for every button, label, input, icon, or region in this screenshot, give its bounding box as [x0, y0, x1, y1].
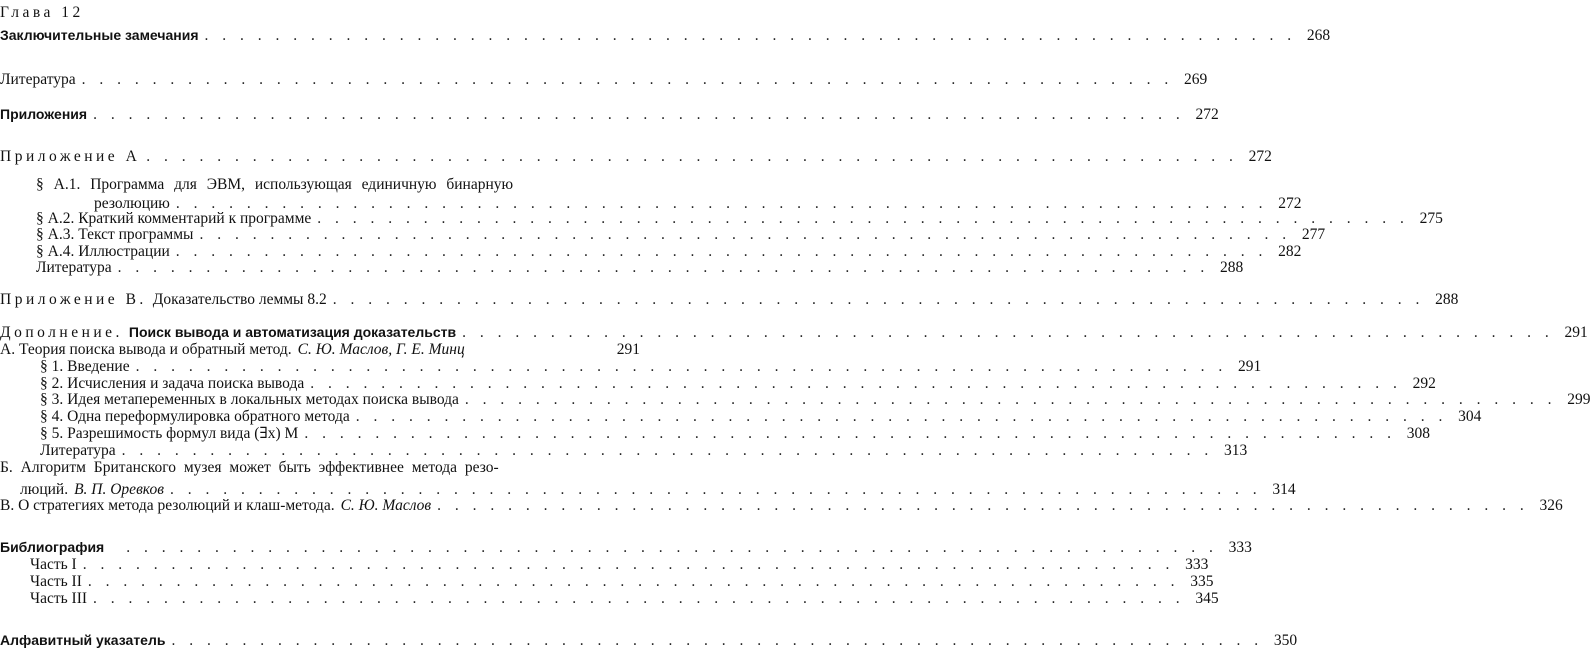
dot-leader: . . . . . . . . . . . . . . . . . . . . . . . . . . . . . . . . . . . . . . . . . . . . . . . . . . . . . . . . . . . . . .	[175, 243, 1268, 260]
dot-leader: . . . . . . . . . . . . . . . . . . . . . . . . . . . . . . . . . . . . . . . . . . . . . . . . . . . . . . . . . . . . . .	[204, 27, 1297, 44]
page-number: 268	[1306, 27, 1331, 44]
chapter-heading: Глава 12	[0, 4, 84, 21]
toc-entry-part-1[interactable]: Часть I . . . . . . . . . . . . . . . . . . . . . . . . . . . . . . . . . . . . . . . . . . . . . . . . . . . . . . . . . . . . . . 333	[30, 556, 1209, 573]
toc-entry-part-3[interactable]: Часть III . . . . . . . . . . . . . . . . . . . . . . . . . . . . . . . . . . . . . . . . . . . . . . . . . . . . . . . . . . . . . . 345	[30, 590, 1219, 607]
dot-leader: . . . . . . . . . . . . . . . . . . . . . . . . . . . . . . . . . . . . . . . . . . . . . . . . . . . . . . . . . . . . . .	[117, 259, 1210, 276]
toc-entry-part-b-line1[interactable]: Б. Алгоритм Британского музея может быть эффективнее метода резо-	[0, 459, 499, 476]
dot-leader: . . . . . . . . . . . . . . . . . . . . . . . . . . . . . . . . . . . . . . . . . . . . . . . . . . . . . . . . . . . . . .	[126, 539, 1218, 556]
page-number: 333	[1228, 539, 1252, 556]
toc-entry-s3[interactable]: § 3. Идея метапеременных в локальных методах поиска вывода . . . . . . . . . . . . . . . . . . . . . . . . . . . . . . . . . . . . . . . . . . . . . . . . . . . . . . . . . . . . . . 299	[40, 391, 1591, 408]
toc-entry-appendix-b[interactable]: Приложение В. Доказательство леммы 8.2 . . . . . . . . . . . . . . . . . . . . . . . . . . . . . . . . . . . . . . . . . . . . . . . . . . . . . . . . . . . . . . 288	[0, 291, 1459, 308]
dot-leader: . . . . . . . . . . . . . . . . . . . . . . . . . . . . . . . . . . . . . . . . . . . . . . . . . . . . . . . . . . . . . .	[121, 442, 1214, 459]
dot-leader: . . . . . . . . . . . . . . . . . . . . . . . . . . . . . . . . . . . . . . . . . . . . . . . . . . . . . . . . . . . . . .	[171, 632, 1264, 649]
toc-entry-a3[interactable]: § А.3. Текст программы . . . . . . . . . . . . . . . . . . . . . . . . . . . . . . . . . . . . . . . . . . . . . . . . . . . . . . . . . . . . . . 277	[36, 226, 1326, 243]
page-number: 313	[1224, 442, 1248, 459]
page-number: 299	[1567, 391, 1591, 408]
page-number: 335	[1190, 573, 1214, 590]
toc-entry-a1-line1[interactable]: § А.1. Программа для ЭВМ, использующая единичную бинарную	[36, 176, 514, 193]
toc-entry-appendices[interactable]: Приложения . . . . . . . . . . . . . . . . . . . . . . . . . . . . . . . . . . . . . . . . . . . . . . . . . . . . . . . . . . . . . . 272	[0, 106, 1219, 123]
page-number: 345	[1195, 590, 1219, 607]
dot-leader: . . . . . . . . . . . . . . . . . . . . . . . . . . . . . . . . . . . . . . . . . . . . . . . . . . . . . . . . . . . . . .	[135, 358, 1228, 375]
page-number: 314	[1272, 481, 1296, 498]
dot-leader: . . . . . . . . . . . . . . . . . . . . . . . . . . . . . . . . . . . . . . . . . . . . . . . . . . . . . . . . . . . . . .	[437, 497, 1529, 514]
dot-leader: . . . . . . . . . . . . . . . . . . . . . . . . . . . . . . . . . . . . . . . . . . . . . . . . . . . . . . . . . . . . . .	[464, 391, 1557, 408]
page-number: 350	[1273, 632, 1298, 649]
dot-leader: . . . . . . . . . . . . . . . . . . . . . . . . . . . . . . . . . . . . . . . . . . . . . . . . . . . . . . . . . . . . . .	[310, 375, 1402, 392]
toc-entry-supplement[interactable]: Дополнение. Поиск вывода и автоматизация доказательств . . . . . . . . . . . . . . . . . . . . . . . . . . . . . . . . . . . . . . . . . . . . . . . . . . . . . . . . . . . . . . 291	[0, 324, 1588, 341]
dot-leader: . . . . . . . . . . . . . . . . . . . . . . . . . . . . . . . . . . . . . . . . . . . . . . . . . . . . . . . . . . . . . .	[332, 291, 1425, 308]
toc-entry-literature-ch12[interactable]: Литература . . . . . . . . . . . . . . . . . . . . . . . . . . . . . . . . . . . . . . . . . . . . . . . . . . . . . . . . . . . . . . 269	[0, 71, 1208, 88]
toc-entry-a4[interactable]: § А.4. Иллюстрации . . . . . . . . . . . . . . . . . . . . . . . . . . . . . . . . . . . . . . . . . . . . . . . . . . . . . . . . . . . . . . 282	[36, 243, 1302, 260]
dot-leader: . . . . . . . . . . . . . . . . . . . . . . . . . . . . . . . . . . . . . . . . . . . . . . . . . . . . . . . . . . . . . .	[81, 71, 1174, 88]
toc-entry-s2[interactable]: § 2. Исчисления и задача поиска вывода . . . . . . . . . . . . . . . . . . . . . . . . . . . . . . . . . . . . . . . . . . . . . . . . . . . . . . . . . . . . . . 292	[40, 375, 1436, 392]
toc-entry-part-b[interactable]: люций. В. П. Оревков . . . . . . . . . . . . . . . . . . . . . . . . . . . . . . . . . . . . . . . . . . . . . . . . . . . . . . . . . . . . . . 314	[20, 481, 1296, 498]
toc-entry-a1[interactable]: резолюцию . . . . . . . . . . . . . . . . . . . . . . . . . . . . . . . . . . . . . . . . . . . . . . . . . . . . . . . . . . . . . . 272	[94, 195, 1302, 212]
dot-leader: . . . . . . . . . . . . . . . . . . . . . . . . . . . . . . . . . . . . . . . . . . . . . . . . . . . . . . . . . . . . . .	[304, 425, 1396, 442]
page-number: 291	[1564, 324, 1588, 341]
dot-leader: . . . . . . . . . . . . . . . . . . . . . . . . . . . . . . . . . . . . . . . . . . . . . . . . . . . . . . . . . . . . . .	[175, 195, 1268, 212]
page-number: 288	[1220, 259, 1244, 276]
toc-entry-part-c[interactable]: В. О стратегиях метода резолюций и клаш-метода. С. Ю. Маслов . . . . . . . . . . . . . . . . . . . . . . . . . . . . . . . . . . . . . . . . . . . . . . . . . . . . . . . . . . . . . . 326	[0, 497, 1563, 514]
toc-entry-s5[interactable]: § 5. Разрешимость формул вида (∃x) M . . . . . . . . . . . . . . . . . . . . . . . . . . . . . . . . . . . . . . . . . . . . . . . . . . . . . . . . . . . . . . 308	[40, 425, 1430, 442]
dot-leader: . . . . . . . . . . . . . . . . . . . . . . . . . . . . . . . . . . . . . . . . . . . . . . . . . . . . . . . . . . . . . .	[82, 556, 1175, 573]
page-number: 304	[1458, 408, 1482, 425]
toc-entry-literature-a[interactable]: Литература . . . . . . . . . . . . . . . . . . . . . . . . . . . . . . . . . . . . . . . . . . . . . . . . . . . . . . . . . . . . . . 288	[36, 259, 1244, 276]
page-number: 275	[1419, 210, 1443, 227]
page-number: 277	[1301, 226, 1326, 243]
page-number: 288	[1435, 291, 1459, 308]
toc-entry-a2[interactable]: § А.2. Краткий комментарий к программе . . . . . . . . . . . . . . . . . . . . . . . . . . . . . . . . . . . . . . . . . . . . . . . . . . . . . . . . . . . . . . 275	[36, 210, 1443, 227]
toc-entry-s4[interactable]: § 4. Одна переформулировка обратного метода . . . . . . . . . . . . . . . . . . . . . . . . . . . . . . . . . . . . . . . . . . . . . . . . . . . . . . . . . . . . . . 304	[40, 408, 1482, 425]
toc-entry-literature-supplement[interactable]: Литература . . . . . . . . . . . . . . . . . . . . . . . . . . . . . . . . . . . . . . . . . . . . . . . . . . . . . . . . . . . . . . 313	[40, 442, 1248, 459]
toc-entry-index[interactable]: Алфавитный указатель . . . . . . . . . . . . . . . . . . . . . . . . . . . . . . . . . . . . . . . . . . . . . . . . . . . . . . . . . . . . . . 350	[0, 632, 1298, 649]
toc-entry-appendix-a[interactable]: Приложение А . . . . . . . . . . . . . . . . . . . . . . . . . . . . . . . . . . . . . . . . . . . . . . . . . . . . . . . . . . . . . . 272	[0, 148, 1272, 165]
dot-leader: . . . . . . . . . . . . . . . . . . . . . . . . . . . . . . . . . . . . . . . . . . . . . . . . . . . . . . . . . . . . . .	[199, 226, 1292, 243]
page-number: 292	[1412, 375, 1436, 392]
dot-leader: . . . . . . . . . . . . . . . . . . . . . . . . . . . . . . . . . . . . . . . . . . . . . . . . . . . . . . . . . . . . . .	[355, 408, 1448, 425]
page-number: 282	[1278, 243, 1302, 260]
page-number: 333	[1185, 556, 1209, 573]
dot-leader: . . . . . . . . . . . . . . . . . . . . . . . . . . . . . . . . . . . . . . . . . . . . . . . . . . . . . . . . . . . . . .	[93, 590, 1185, 607]
dot-leader: . . . . . . . . . . . . . . . . . . . . . . . . . . . . . . . . . . . . . . . . . . . . . . . . . . . . . . . . . . . . . .	[462, 324, 1554, 341]
toc-entry-bibliography[interactable]: Библиография . . . . . . . . . . . . . . . . . . . . . . . . . . . . . . . . . . . . . . . . . . . . . . . . . . . . . . . . . . . . . . 333	[0, 539, 1252, 556]
page-number: 308	[1406, 425, 1430, 442]
page-number: 291	[616, 341, 640, 358]
dot-leader: . . . . . . . . . . . . . . . . . . . . . . . . . . . . . . . . . . . . . . . . . . . . . . . . . . . . . . . . . . . . . .	[93, 106, 1185, 123]
toc-entry-conclusion[interactable]: Заключительные замечания . . . . . . . . . . . . . . . . . . . . . . . . . . . . . . . . . . . . . . . . . . . . . . . . . . . . . . . . . . . . . . 268	[0, 27, 1331, 44]
page-number: 272	[1248, 148, 1272, 165]
dot-leader: . . . . . . . . . . . . . . . . . . . . . . . . . . . . . . . . . . . . . . . . . . . . . . . . . . . . . . . . . . . . . .	[317, 210, 1409, 227]
dot-leader: . . . . . . . . . . . . . . . . . . . . . . . . . . . . . . . . . . . . . . . . . . . . . . . . . . . . . . . . . . . . . .	[87, 573, 1180, 590]
toc-entry-part-2[interactable]: Часть II . . . . . . . . . . . . . . . . . . . . . . . . . . . . . . . . . . . . . . . . . . . . . . . . . . . . . . . . . . . . . . 335	[30, 573, 1214, 590]
dot-leader: . . . . . . . . . . . . . . . . . . . . . . . . . . . . . . . . . . . . . . . . . . . . . . . . . . . . . . . . . . . . . .	[146, 148, 1238, 165]
page-number: 326	[1539, 497, 1563, 514]
page-number: 269	[1184, 71, 1208, 88]
toc-entry-s1[interactable]: § 1. Введение . . . . . . . . . . . . . . . . . . . . . . . . . . . . . . . . . . . . . . . . . . . . . . . . . . . . . . . . . . . . . . 291	[40, 358, 1262, 375]
page-number: 272	[1195, 106, 1219, 123]
toc-entry-part-a[interactable]: А. Теория поиска вывода и обратный метод. С. Ю. Маслов, Г. Е. Минц 291	[0, 341, 640, 358]
page-number: 272	[1278, 195, 1302, 212]
page-number: 291	[1237, 358, 1262, 375]
dot-leader: . . . . . . . . . . . . . . . . . . . . . . . . . . . . . . . . . . . . . . . . . . . . . . . . . . . . . . . . . . . . . .	[169, 481, 1262, 498]
